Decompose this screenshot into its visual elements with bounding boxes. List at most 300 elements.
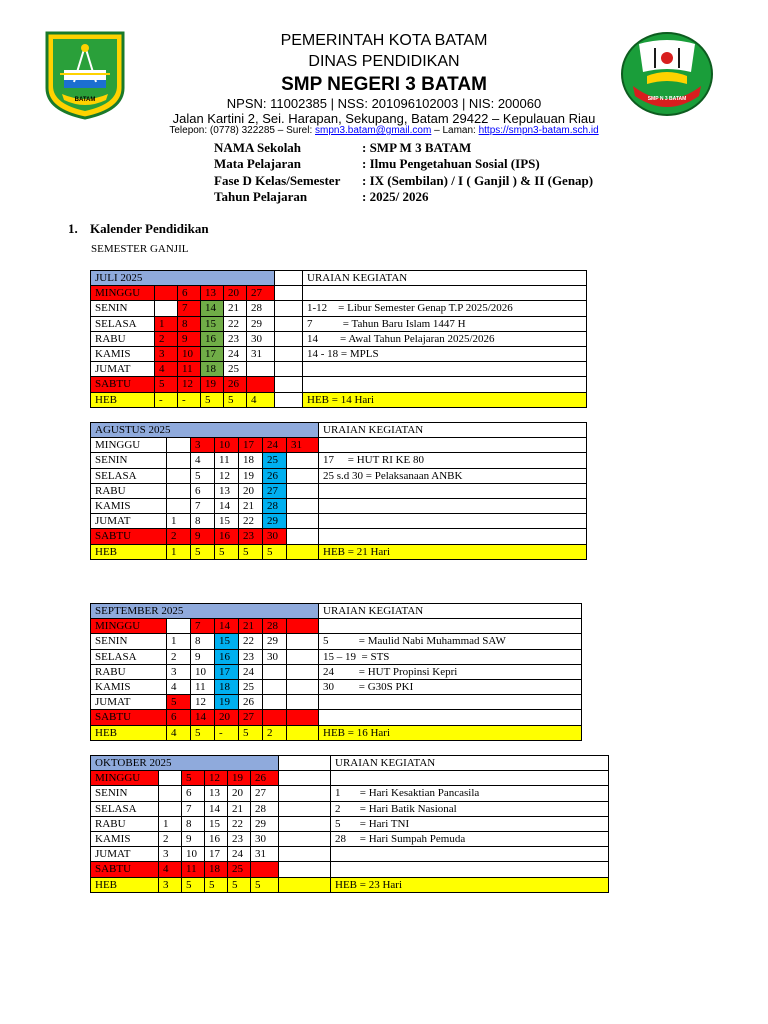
date-cell [279,816,331,831]
month-title: SEPTEMBER 2025 [91,604,319,619]
date-cell: 10 [191,664,215,679]
date-cell: 1 [167,514,191,529]
uraian-cell: 15 – 19 = STS [319,649,582,664]
uraian-cell: 30 = G30S PKI [319,679,582,694]
date-cell: 27 [239,710,263,725]
date-cell: 5 [155,377,178,392]
uraian-cell: HEB = 21 Hari [319,544,587,559]
uraian-cell [319,438,587,453]
table-row [91,649,582,664]
day-name: RABU [91,483,167,498]
date-cell [287,649,319,664]
date-cell [275,346,303,361]
date-cell: 8 [178,316,201,331]
date-cell: 21 [239,619,263,634]
date-cell: 28 [263,619,287,634]
date-cell: 6 [178,286,201,301]
date-cell [263,695,287,710]
date-cell: 5 [228,877,251,892]
month-title: OKTOBER 2025 [91,756,279,771]
date-cell [167,453,191,468]
date-cell [287,664,319,679]
uraian-cell: 5 = Maulid Nabi Muhammad SAW [319,634,582,649]
uraian-header: URAIAN KEGIATAN [331,756,609,771]
date-cell: 23 [228,831,251,846]
date-cell: 14 [205,801,228,816]
batam-city-logo [44,30,126,120]
table-row [91,710,582,725]
date-cell: 9 [178,331,201,346]
date-cell: 14 [201,301,224,316]
header-department: DINAS PENDIDIKAN [308,53,460,70]
date-cell: 3 [159,877,182,892]
day-name: MINGGU [91,286,155,301]
date-cell: 5 [263,544,287,559]
day-name: JUMAT [91,847,159,862]
date-cell: 12 [178,377,201,392]
table-row [91,346,587,361]
date-cell: 31 [287,438,319,453]
uraian-cell: 17 = HUT RI KE 80 [319,453,587,468]
day-name: MINGGU [91,619,167,634]
uraian-cell: HEB = 14 Hari [303,392,587,407]
date-cell [263,679,287,694]
date-cell [251,862,279,877]
date-cell: 13 [201,286,224,301]
uraian-cell [303,377,587,392]
date-cell: 18 [201,362,224,377]
date-cell [287,710,319,725]
date-cell [275,301,303,316]
semester-label: SEMESTER GANJIL [91,243,189,255]
date-cell: 23 [239,649,263,664]
date-cell: 2 [159,831,182,846]
contact-phone: Telepon: (0778) 322285 – Surel: [169,125,316,136]
day-name: RABU [91,664,167,679]
table-row [91,664,582,679]
section-heading: Kalender Pendidikan [90,221,209,236]
date-cell: 11 [215,453,239,468]
table-row [91,362,587,377]
table-row [91,634,582,649]
table-row [91,862,609,877]
table-row [91,498,587,513]
date-cell: 7 [191,498,215,513]
date-cell: 8 [191,514,215,529]
date-cell: 23 [239,529,263,544]
date-cell: 5 [215,544,239,559]
day-name: SABTU [91,862,159,877]
date-cell: 4 [191,453,215,468]
date-cell: 5 [205,877,228,892]
date-cell: 3 [155,346,178,361]
table-row [91,801,609,816]
date-cell [159,771,182,786]
date-cell: 1 [167,634,191,649]
table-row [91,453,587,468]
uraian-cell: 24 = HUT Propinsi Kepri [319,664,582,679]
date-cell: 25 [224,362,247,377]
date-cell [275,392,303,407]
date-cell: 4 [159,862,182,877]
date-cell: 16 [201,331,224,346]
date-cell [279,847,331,862]
date-cell: 8 [191,634,215,649]
date-cell: 28 [247,301,275,316]
date-cell [167,619,191,634]
day-name: SELASA [91,316,155,331]
uraian-cell [319,514,587,529]
day-name: RABU [91,816,159,831]
date-cell: - [215,725,239,740]
date-cell: 22 [228,816,251,831]
day-name: RABU [91,331,155,346]
date-cell: 29 [263,634,287,649]
date-cell: 29 [247,316,275,331]
date-cell [279,801,331,816]
date-cell: 2 [167,529,191,544]
date-cell: 7 [178,301,201,316]
date-cell: 20 [215,710,239,725]
date-cell: 29 [251,816,279,831]
date-cell: 27 [251,786,279,801]
date-cell: 9 [191,529,215,544]
date-cell: 21 [239,498,263,513]
day-name: SELASA [91,468,167,483]
date-cell [247,377,275,392]
date-cell: 24 [239,664,263,679]
table-row [91,301,587,316]
date-cell: 14 [215,498,239,513]
header-address: Jalan Kartini 2, Sei. Harapan, Sekupang, Batam 29422 – Kepulauan Riau [172,111,596,126]
calendar-table-3 [90,755,609,893]
date-cell: 17 [205,847,228,862]
calendar-table-2 [90,603,582,741]
date-cell: 15 [215,514,239,529]
uraian-cell [319,498,587,513]
date-cell: 21 [228,801,251,816]
header-ids: NPSN: 11002385 | NSS: 201096102003 | NIS: 200060 [226,96,542,111]
date-cell [275,286,303,301]
uraian-cell: 1-12 = Libur Semester Genap T.P 2025/2026 [303,301,587,316]
date-cell: 20 [239,483,263,498]
date-cell: 17 [239,438,263,453]
date-cell: 26 [251,771,279,786]
day-name: HEB [91,544,167,559]
school-logo [621,32,713,116]
date-cell: 12 [205,771,228,786]
date-cell [275,377,303,392]
date-cell: 11 [191,679,215,694]
date-cell [287,498,319,513]
date-cell [287,695,319,710]
date-cell: 31 [247,346,275,361]
uraian-cell: HEB = 23 Hari [331,877,609,892]
uraian-cell [319,710,582,725]
date-cell [287,514,319,529]
date-cell: 20 [228,786,251,801]
table-row [91,468,587,483]
date-cell [167,483,191,498]
date-cell: 11 [182,862,205,877]
date-cell: 18 [205,862,228,877]
date-cell [263,710,287,725]
contact-mid: – Laman: [431,125,479,136]
uraian-header: URAIAN KEGIATAN [303,271,587,286]
day-name: HEB [91,877,159,892]
date-cell: 19 [201,377,224,392]
info-value: : SMP M 3 BATAM [362,140,472,155]
date-cell: 15 [205,816,228,831]
table-row [91,377,587,392]
date-cell: 7 [182,801,205,816]
date-cell: 4 [167,725,191,740]
uraian-cell [303,362,587,377]
date-cell: 16 [205,831,228,846]
date-cell: 24 [263,438,287,453]
date-cell: 5 [251,877,279,892]
date-cell [287,725,319,740]
date-cell: 31 [251,847,279,862]
date-cell [167,468,191,483]
info-label: Tahun Pelajaran [214,189,308,204]
table-row [91,529,587,544]
email-link[interactable]: smpn3.batam@gmail.com [315,125,432,136]
date-cell: 5 [182,877,205,892]
uraian-cell [319,695,582,710]
date-cell: 3 [167,664,191,679]
left-logo-text: BATAM [74,97,96,103]
day-name: MINGGU [91,771,159,786]
date-cell: 5 [191,468,215,483]
date-cell: 19 [239,468,263,483]
date-cell [275,316,303,331]
date-cell: 24 [224,346,247,361]
date-cell: 22 [239,634,263,649]
date-cell [287,529,319,544]
date-cell: 4 [247,392,275,407]
date-cell [275,331,303,346]
date-cell: 2 [263,725,287,740]
table-row [91,725,582,740]
day-name: SENIN [91,786,159,801]
date-cell: 5 [182,771,205,786]
date-cell: 2 [167,649,191,664]
date-cell: 9 [182,831,205,846]
date-cell: 6 [182,786,205,801]
date-cell: 3 [191,438,215,453]
date-cell: 14 [215,619,239,634]
date-cell: 4 [167,679,191,694]
date-cell: 21 [224,301,247,316]
date-cell: 8 [182,816,205,831]
header-school-name: SMP NEGERI 3 BATAM [281,74,487,95]
table-row [91,286,587,301]
date-cell: 9 [191,649,215,664]
date-cell: 10 [215,438,239,453]
table-row [91,816,609,831]
uraian-cell: 5 = Hari TNI [331,816,609,831]
uraian-cell: 14 = Awal Tahun Pelajaran 2025/2026 [303,331,587,346]
date-cell: 30 [263,529,287,544]
date-cell: 13 [215,483,239,498]
date-cell: 30 [247,331,275,346]
date-cell: 4 [155,362,178,377]
section-number: 1. [68,221,78,236]
day-name: KAMIS [91,831,159,846]
website-link[interactable]: https://smpn3-batam.sch.id [478,125,599,136]
month-title: AGUSTUS 2025 [91,423,319,438]
info-value: : 2025/ 2026 [362,189,429,204]
date-cell: 1 [159,816,182,831]
table-row [91,438,587,453]
day-name: SABTU [91,529,167,544]
header-contact [140,125,628,136]
uraian-cell: 28 = Hari Sumpah Pemuda [331,831,609,846]
date-cell: 7 [191,619,215,634]
uraian-header: URAIAN KEGIATAN [319,604,582,619]
date-cell [167,498,191,513]
date-cell: 1 [167,544,191,559]
date-cell: 1 [155,316,178,331]
date-cell [287,468,319,483]
date-cell: 23 [224,331,247,346]
table-row [91,847,609,862]
table-row [91,316,587,331]
day-name: SABTU [91,377,155,392]
date-cell [155,301,178,316]
date-cell: 16 [215,529,239,544]
uraian-cell: 14 - 18 = MPLS [303,346,587,361]
date-cell: 26 [263,468,287,483]
date-cell: 20 [224,286,247,301]
date-cell: 25 [228,862,251,877]
table-row [91,831,609,846]
uraian-cell [331,862,609,877]
day-name: SABTU [91,710,167,725]
table-row [91,877,609,892]
date-cell: 26 [239,695,263,710]
uraian-cell [319,529,587,544]
date-cell [275,362,303,377]
day-name: HEB [91,392,155,407]
table-row [91,619,582,634]
day-name: SENIN [91,453,167,468]
table-row [91,544,587,559]
date-cell [279,862,331,877]
date-cell: 11 [178,362,201,377]
date-cell [167,438,191,453]
day-name: SELASA [91,801,159,816]
date-cell [279,786,331,801]
date-cell: 27 [247,286,275,301]
date-cell [159,801,182,816]
date-cell: 18 [239,453,263,468]
date-cell [287,483,319,498]
date-cell: 10 [178,346,201,361]
date-cell: 6 [191,483,215,498]
date-cell: 22 [239,514,263,529]
date-cell: 5 [239,725,263,740]
date-cell: - [178,392,201,407]
uraian-cell [303,286,587,301]
uraian-cell [331,847,609,862]
date-cell [287,544,319,559]
date-cell: 5 [239,544,263,559]
empty-cell [279,756,331,771]
uraian-cell: HEB = 16 Hari [319,725,582,740]
uraian-header: URAIAN KEGIATAN [319,423,587,438]
date-cell: 19 [215,695,239,710]
calendar-table-0 [90,270,587,408]
info-value: : IX (Sembilan) / I ( Ganjil ) & II (Genap) [362,173,594,188]
uraian-cell [331,771,609,786]
date-cell: 19 [228,771,251,786]
date-cell: 5 [191,725,215,740]
date-cell: 22 [224,316,247,331]
table-row [91,483,587,498]
date-cell [247,362,275,377]
date-cell: 16 [215,649,239,664]
date-cell: 30 [251,831,279,846]
header-government: PEMERINTAH KOTA BATAM [280,32,488,49]
uraian-cell: 1 = Hari Kesaktian Pancasila [331,786,609,801]
date-cell: 6 [167,710,191,725]
date-cell [287,634,319,649]
day-name: KAMIS [91,498,167,513]
date-cell: 14 [191,710,215,725]
day-name: MINGGU [91,438,167,453]
info-label: NAMA Sekolah [214,140,302,155]
empty-cell [275,271,303,286]
day-name: JUMAT [91,514,167,529]
day-name: KAMIS [91,679,167,694]
table-row [91,786,609,801]
date-cell: 26 [224,377,247,392]
day-name: JUMAT [91,362,155,377]
date-cell: - [155,392,178,407]
table-row [91,392,587,407]
date-cell [287,679,319,694]
day-name: SENIN [91,634,167,649]
date-cell: 29 [263,514,287,529]
uraian-cell: 25 s.d 30 = Pelaksanaan ANBK [319,468,587,483]
info-label: Fase D Kelas/Semester [214,173,341,188]
table-row [91,331,587,346]
date-cell: 3 [159,847,182,862]
table-row [91,695,582,710]
date-cell: 25 [239,679,263,694]
date-cell [279,771,331,786]
date-cell [263,664,287,679]
date-cell [159,786,182,801]
date-cell: 5 [201,392,224,407]
table-row [91,514,587,529]
date-cell: 17 [201,346,224,361]
month-title: JULI 2025 [91,271,275,286]
date-cell: 12 [215,468,239,483]
date-cell: 30 [263,649,287,664]
uraian-cell [319,483,587,498]
day-name: SENIN [91,301,155,316]
date-cell [287,619,319,634]
month-header-row [91,604,582,619]
date-cell: 15 [215,634,239,649]
date-cell [155,286,178,301]
date-cell: 10 [182,847,205,862]
right-logo-text: SMP N 3 BATAM [647,96,687,102]
date-cell: 15 [201,316,224,331]
